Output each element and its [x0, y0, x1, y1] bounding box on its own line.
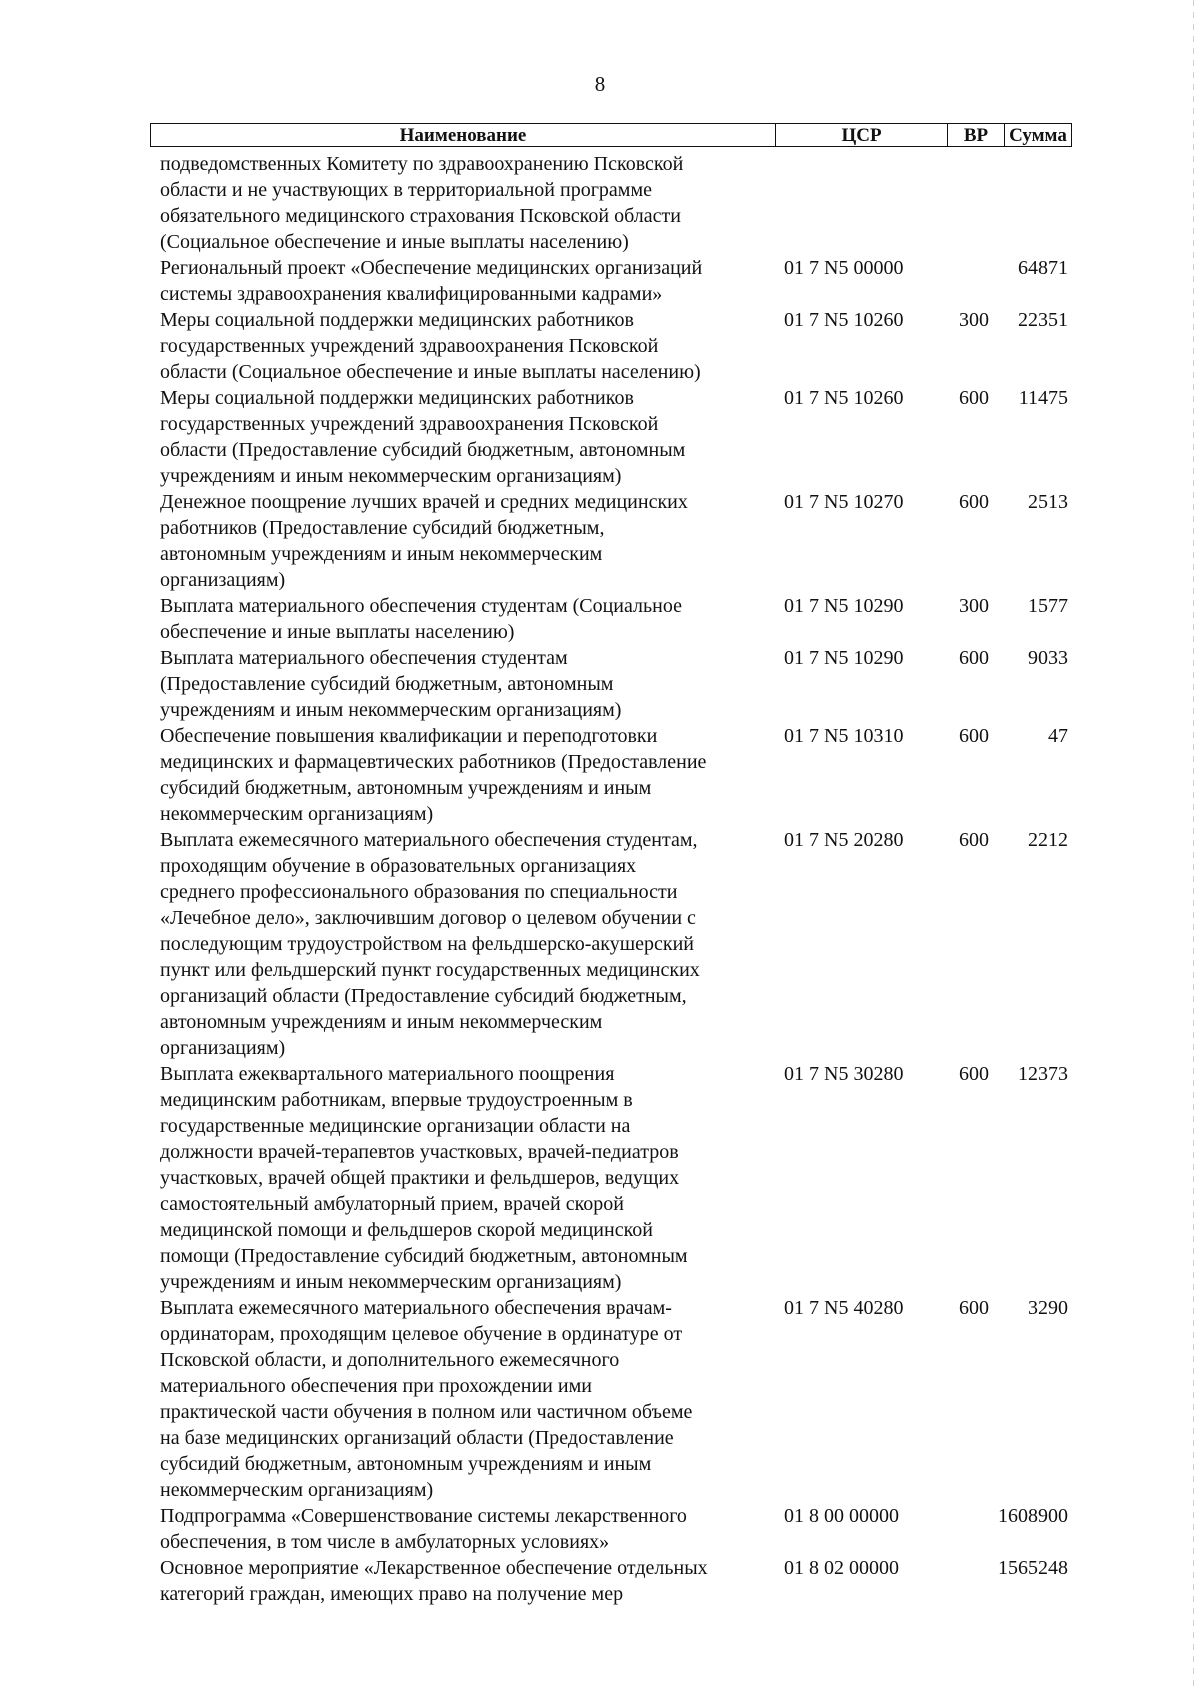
row-sum: 9033 — [1028, 647, 1068, 669]
row-csr: 01 7 N5 10260 — [784, 309, 904, 331]
row-csr: 01 7 N5 10270 — [784, 491, 904, 513]
row-name: Денежное поощрение лучших врачей и средних медицинских работников (Предоставление субсидий бюджетным, автономным учреждениям и иным некоммерческим организациям) — [160, 491, 688, 591]
page-number: 8 — [594, 72, 606, 96]
row-vr: 600 — [959, 1297, 989, 1319]
row-sum: 1608900 — [998, 1505, 1068, 1527]
row-vr: 600 — [959, 387, 989, 409]
row-name: Меры социальной поддержки медицинских работников государственных учреждений здравоохранения Псковской области (Предоставление субсидий бюджетным, автономным учреждениям и иным некоммерческим организациям) — [160, 387, 686, 487]
row-name: Обеспечение повышения квалификации и переподготовки медицинских и фармацевтических работников (Предоставление субсидий бюджетным, автономным учреждениям и иным некоммерческим организациям) — [160, 725, 707, 825]
row-csr: 01 7 N5 10290 — [784, 595, 904, 617]
column-header-sum: Сумма — [1009, 124, 1067, 146]
row-vr: 300 — [959, 595, 989, 617]
column-header-vr: ВР — [948, 124, 1005, 146]
row-sum: 12373 — [1018, 1063, 1068, 1085]
table-row — [160, 1295, 1070, 1503]
row-sum: 1577 — [1028, 595, 1068, 617]
row-csr: 01 7 N5 10260 — [784, 387, 904, 409]
row-vr: 300 — [959, 309, 989, 331]
row-csr: 01 8 00 00000 — [784, 1505, 899, 1527]
row-sum: 11475 — [1018, 387, 1068, 409]
column-header-csr: ЦСР — [776, 124, 948, 146]
table-row — [160, 645, 1070, 723]
row-vr — [950, 255, 998, 307]
row-vr — [950, 1503, 998, 1555]
table-row — [160, 489, 1070, 593]
row-vr: 600 — [959, 725, 989, 747]
row-sum — [998, 151, 1070, 255]
row-csr: 01 7 N5 40280 — [784, 1297, 904, 1319]
table-row — [160, 151, 1070, 255]
table-row — [160, 1061, 1070, 1295]
row-sum: 1565248 — [998, 1557, 1068, 1579]
row-csr: 01 7 N5 20280 — [784, 829, 904, 851]
row-name: Региональный проект «Обеспечение медицинских организаций системы здравоохранения квалифицированными кадрами» — [160, 257, 703, 305]
row-csr: 01 7 N5 10310 — [784, 725, 904, 747]
row-vr — [950, 1555, 998, 1607]
row-csr: 01 7 N5 30280 — [784, 1063, 904, 1085]
row-vr: 600 — [959, 491, 989, 513]
scan-edge-line — [1193, 0, 1194, 1686]
row-sum: 47 — [1048, 725, 1068, 747]
row-vr — [950, 151, 998, 255]
row-vr: 600 — [959, 647, 989, 669]
table-body — [160, 151, 1070, 1607]
row-name: Выплата ежеквартального материального поощрения медицинским работникам, впервые трудоустроенным в государственные медицинские организации области на должности врачей-терапевтов участковых, врачей-педиатров участковых, врачей общей практики и фельдшеров, ведущих самостоятельный амбулаторный прием, врачей скорой медицинской помощи и фельдшеров скорой медицинской помощи (Предоставление субсидий бюджетным, автономным учреждениям и иным некоммерческим организациям) — [160, 1063, 688, 1293]
row-sum: 64871 — [1018, 257, 1068, 279]
row-vr: 600 — [959, 829, 989, 851]
row-csr: 01 8 02 00000 — [784, 1557, 899, 1579]
row-name: подведомственных Комитету по здравоохранению Псковской области и не участвующих в территориальной программе обязательного медицинского страхования Псковской области (Социальное обеспечение и иные выплаты населению) — [160, 153, 684, 253]
row-csr: 01 7 N5 00000 — [784, 257, 904, 279]
table-row — [160, 1555, 1070, 1607]
row-name: Основное мероприятие «Лекарственное обеспечение отдельных категорий граждан, имеющих право на получение мер — [160, 1557, 708, 1605]
table-row — [160, 723, 1070, 827]
row-vr: 600 — [959, 1063, 989, 1085]
table-row — [160, 1503, 1070, 1555]
row-name: Меры социальной поддержки медицинских работников государственных учреждений здравоохранения Псковской области (Социальное обеспечение и иные выплаты населению) — [160, 309, 701, 383]
row-sum: 2212 — [1028, 829, 1068, 851]
row-name: Выплата материального обеспечения студентам (Предоставление субсидий бюджетным, автономным учреждениям и иным некоммерческим организациям) — [160, 647, 622, 721]
table-row — [160, 255, 1070, 307]
table-row — [160, 827, 1070, 1061]
row-sum: 22351 — [1018, 309, 1068, 331]
column-header-name: Наименование — [151, 124, 776, 146]
row-name: Подпрограмма «Совершенствование системы лекарственного обеспечения, в том числе в амбулаторных условиях» — [160, 1505, 687, 1553]
table-row — [160, 385, 1070, 489]
row-sum: 2513 — [1028, 491, 1068, 513]
row-sum: 3290 — [1028, 1297, 1068, 1319]
row-name: Выплата ежемесячного материального обеспечения студентам, проходящим обучение в образовательных организациях среднего профессионального образования по специальности «Лечебное дело», заключившим договор о целевом обучении с последующим трудоустройством на фельдшерско-акушерский пункт или фельдшерский пункт государственных медицинских организаций области (Предоставление субсидий бюджетным, автономным учреждениям и иным некоммерческим организациям) — [160, 829, 700, 1059]
table-header — [150, 123, 1072, 147]
row-csr: 01 7 N5 10290 — [784, 647, 904, 669]
table-row — [160, 593, 1070, 645]
row-csr — [778, 151, 950, 255]
table-row — [160, 307, 1070, 385]
row-name: Выплата материального обеспечения студентам (Социальное обеспечение и иные выплаты населению) — [160, 595, 682, 643]
row-name: Выплата ежемесячного материального обеспечения врачам- ординаторам, проходящим целевое обучение в ординатуре от Псковской области, и дополнительного ежемесячного материального обеспечения при прохождении ими практической части обучения в полном или частичном объеме на базе медицинских организаций области (Предоставление субсидий бюджетным, автономным учреждениям и иным некоммерческим организациям) — [160, 1297, 693, 1501]
